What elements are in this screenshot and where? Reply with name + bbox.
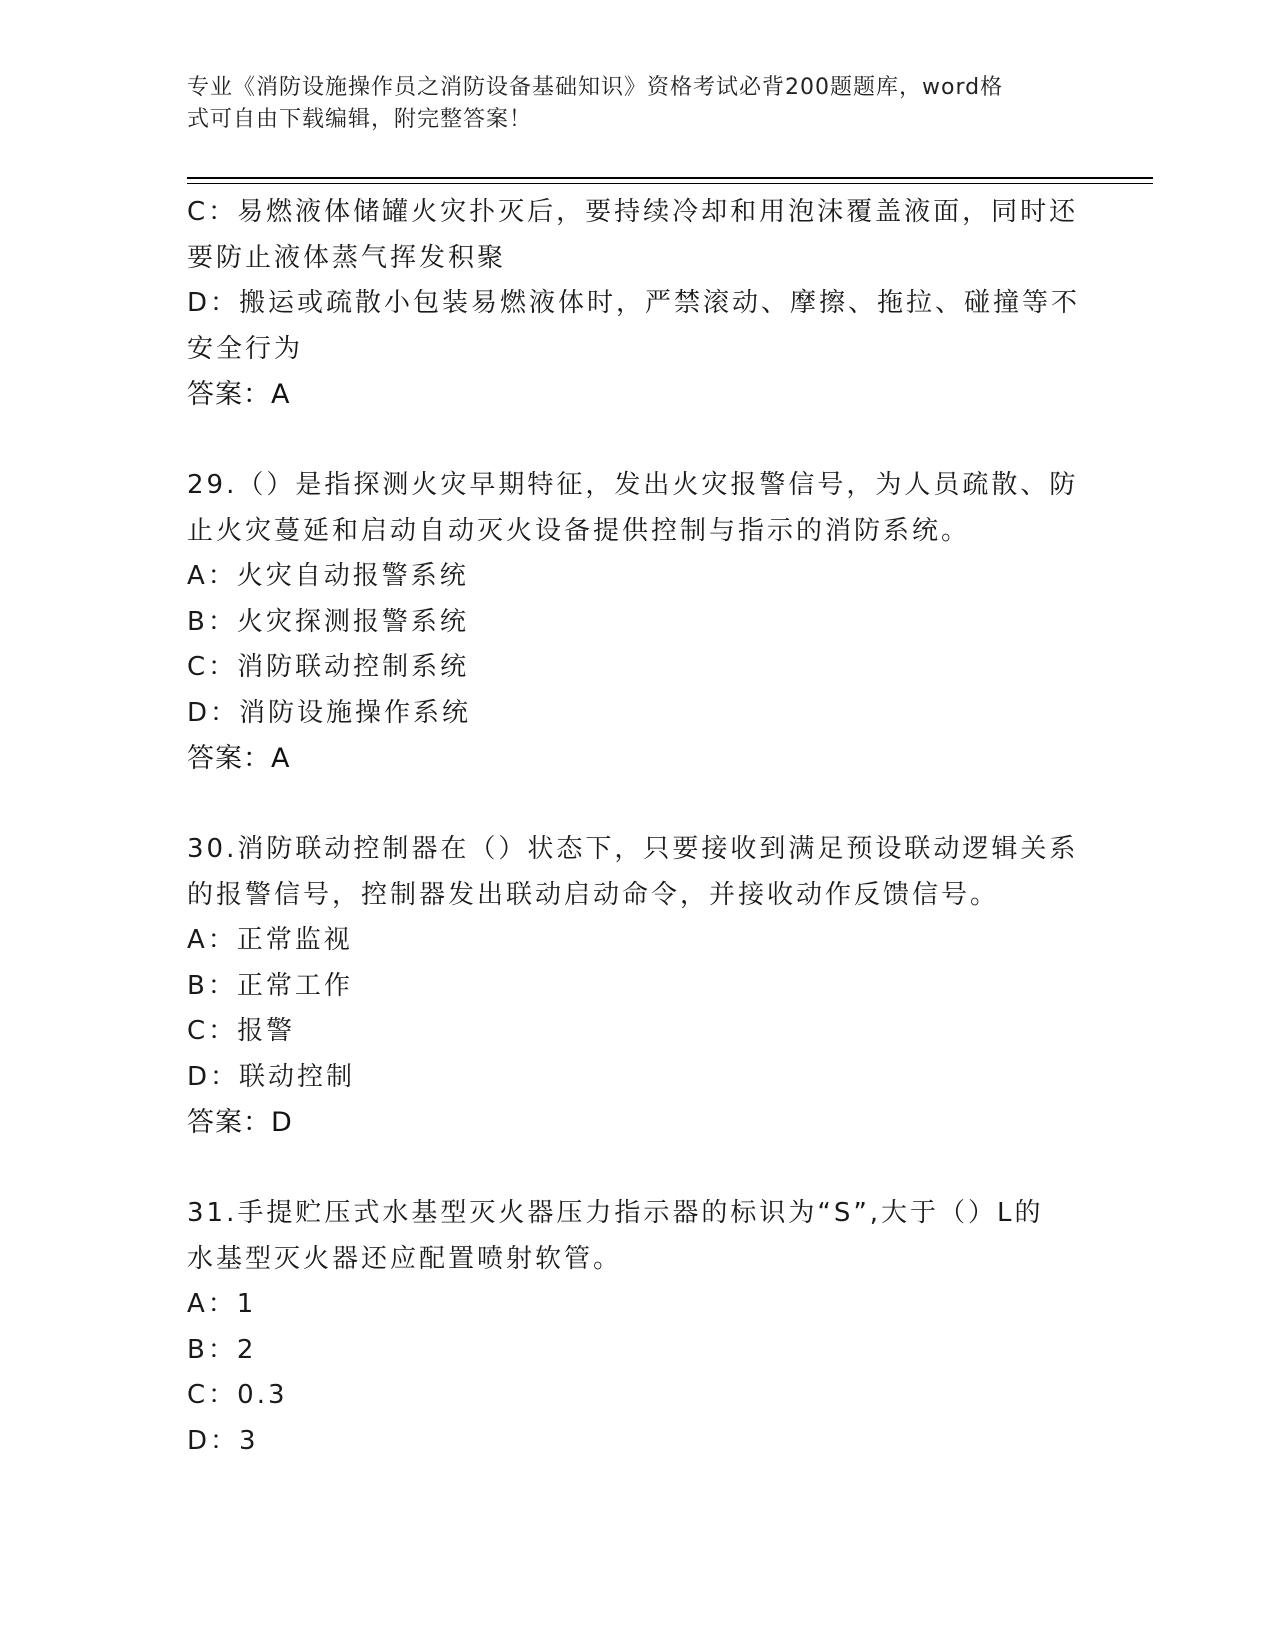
question-stem-continued: 止火灾蔓延和启动自动灭火设备提供控制与指示的消防系统。 (187, 515, 971, 546)
question-stem: 31.手提贮压式水基型灭火器压力指示器的标识为“S”,大于（）L的 (187, 1198, 1044, 1228)
header-title-line-2: 式可自由下载编辑，附完整答案！ (187, 107, 533, 132)
option-b: B：火灾探测报警系统 (187, 606, 469, 637)
option-c-continued: 要防止液体蒸气挥发积聚 (187, 242, 507, 273)
option-a: A：火灾自动报警系统 (187, 561, 469, 591)
question-list (187, 190, 1081, 1464)
question-30 (187, 827, 1079, 1146)
question-31 (187, 1191, 1067, 1464)
option-d: D：消防设施操作系统 (187, 697, 472, 728)
option-c: C：报警 (187, 1016, 296, 1046)
option-c: C：消防联动控制系统 (187, 652, 470, 682)
header-title-line-1: 专业《消防设施操作员之消防设备基础知识》资格考试必背200题题库，word格 (187, 75, 1004, 100)
answer: 答案：A (187, 379, 291, 410)
question-28-continued (187, 190, 1081, 418)
answer: 答案：A (187, 743, 291, 774)
question-29 (187, 463, 1079, 782)
option-a: A：1 (187, 1289, 257, 1319)
question-stem: 29.（）是指探测火灾早期特征，发出火灾报警信号，为人员疏散、防 (187, 470, 1079, 500)
spacer (187, 418, 1067, 464)
option-d-continued: 安全行为 (187, 333, 304, 364)
spacer (187, 1146, 1067, 1192)
question-stem-continued: 水基型灭火器还应配置喷射软管。 (187, 1243, 623, 1274)
question-stem-continued: 的报警信号，控制器发出联动启动命令，并接收动作反馈信号。 (187, 879, 1000, 910)
option-d: D：搬运或疏散小包装易燃液体时，严禁滚动、摩擦、拖拉、碰撞等不 (187, 288, 1081, 318)
option-b: B：正常工作 (187, 970, 353, 1001)
option-d: D：3 (187, 1425, 259, 1456)
option-c: C：易燃液体储罐火灾扑灭后，要持续冷却和用泡沫覆盖液面，同时还 (187, 197, 1079, 227)
document-header (187, 72, 1067, 136)
answer: 答案：D (187, 1107, 293, 1138)
option-a: A：正常监视 (187, 925, 353, 955)
spacer (187, 782, 1067, 828)
header-divider-thin (187, 183, 1153, 184)
option-c: C：0.3 (187, 1380, 288, 1410)
question-stem: 30.消防联动控制器在（）状态下，只要接收到满足预设联动逻辑关系 (187, 834, 1079, 864)
option-d: D：联动控制 (187, 1061, 356, 1092)
header-divider-thick (187, 177, 1153, 179)
option-b: B：2 (187, 1334, 257, 1365)
